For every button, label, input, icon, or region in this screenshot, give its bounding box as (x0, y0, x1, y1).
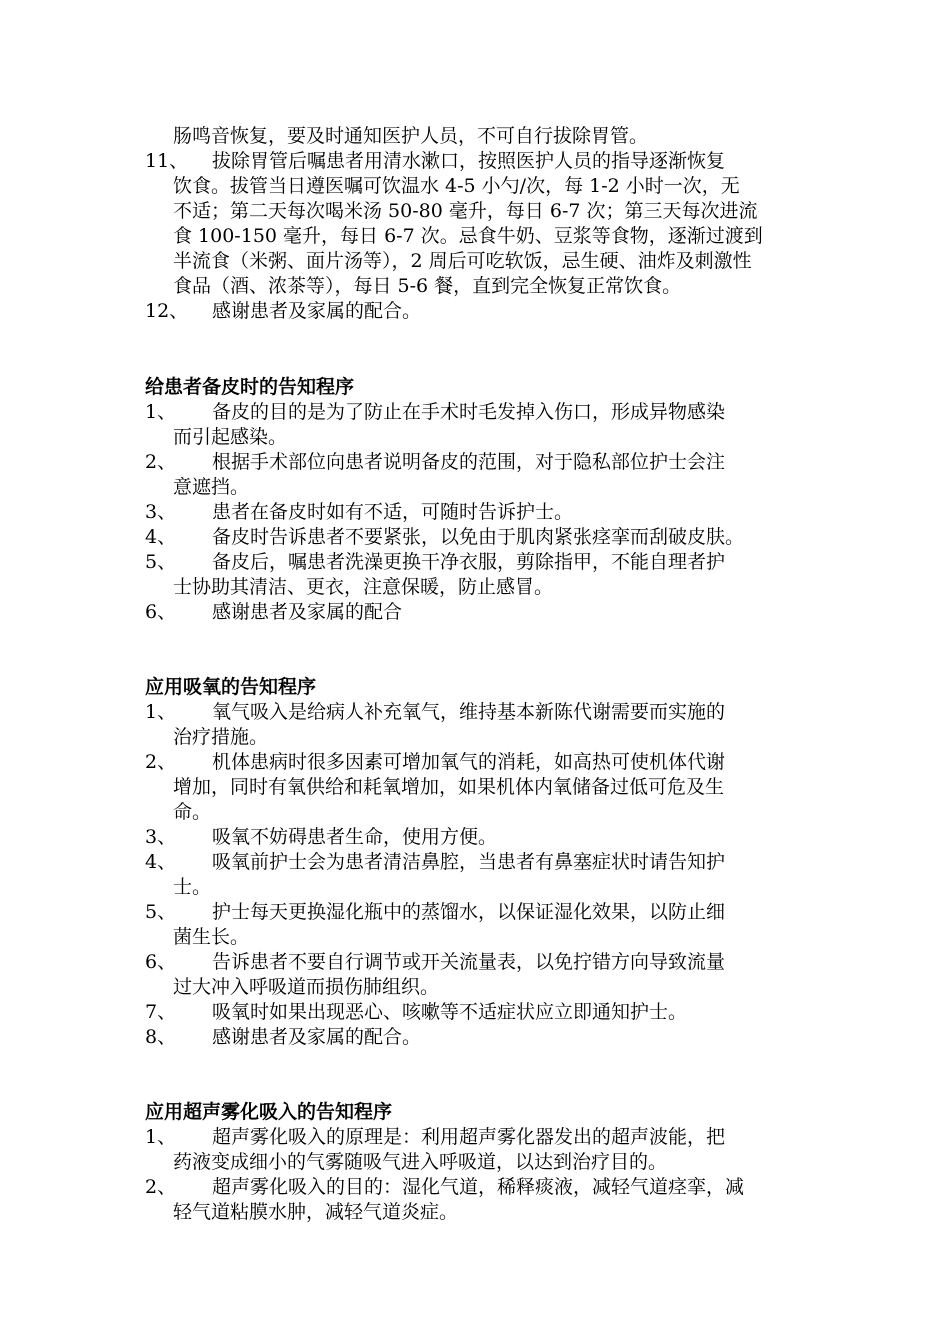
list-item-line: 拔除胃管后嘱患者用清水漱口，按照医护人员的指导逐渐恢复 (212, 150, 726, 172)
list-item-line: 意遮挡。 (173, 476, 250, 498)
list-item-line: 根据手术部位向患者说明备皮的范围，对于隐私部位护士会注 (212, 451, 726, 473)
list-item-number: 12、 (145, 300, 189, 322)
list-item-line: 不适；第二天每次喝米汤 50-80 毫升，每日 6-7 次；第三天每次进流 (173, 200, 758, 222)
list-item-line: 士协助其清洁、更衣，注意保暖，防止感冒。 (173, 576, 554, 598)
list-item-line: 菌生长。 (173, 926, 250, 948)
list-item-number: 6、 (145, 601, 177, 623)
list-item-number: 4、 (145, 526, 177, 548)
section-heading: 应用超声雾化吸入的告知程序 (145, 1101, 393, 1123)
list-item-line: 超声雾化吸入的目的：湿化气道，稀释痰液，减轻气道痉挛，减 (212, 1176, 745, 1198)
list-item-line: 治疗措施。 (173, 726, 269, 748)
list-item-line: 吸氧前护士会为患者清洁鼻腔，当患者有鼻塞症状时请告知护 (212, 851, 726, 873)
list-item-line: 而引起感染。 (173, 426, 288, 448)
list-item-line: 吸氧不妨碍患者生命，使用方便。 (212, 826, 498, 848)
list-item-number: 2、 (145, 451, 177, 473)
list-item-number: 1、 (145, 401, 177, 423)
list-item-line: 过大冲入呼吸道而损伤肺组织。 (173, 976, 440, 998)
list-item-line: 命。 (173, 801, 212, 823)
list-item-line: 轻气道粘膜水肿，减轻气道炎症。 (173, 1201, 459, 1223)
list-item-line: 备皮后，嘱患者洗澡更换干净衣服，剪除指甲，不能自理者护 (212, 551, 726, 573)
list-item-number: 11、 (145, 150, 189, 172)
list-item-number: 2、 (145, 1176, 177, 1198)
list-item-line: 感谢患者及家属的配合 (212, 601, 403, 623)
list-item-line: 增加，同时有氧供给和耗氧增加，如果机体内氧储备过低可危及生 (173, 776, 725, 798)
list-item-line: 备皮时告诉患者不要紧张，以免由于肌肉紧张痉挛而刮破皮肤。 (212, 526, 745, 548)
list-item-number: 5、 (145, 551, 177, 573)
list-item-line: 感谢患者及家属的配合。 (212, 1026, 422, 1048)
list-item-line: 药液变成细小的气雾随吸气进入呼吸道，以达到治疗目的。 (173, 1151, 668, 1173)
list-item-number: 6、 (145, 951, 177, 973)
section-heading: 给患者备皮时的告知程序 (145, 376, 355, 398)
list-item-line: 机体患病时很多因素可增加氧气的消耗，如高热可使机体代谢 (212, 751, 726, 773)
list-item-number: 5、 (145, 901, 177, 923)
list-item-number: 8、 (145, 1026, 177, 1048)
list-item-line: 食品（酒、浓茶等），每日 5-6 餐，直到完全恢复正常饮食。 (173, 275, 682, 297)
list-item-line: 氧气吸入是给病人补充氧气，维持基本新陈代谢需要而实施的 (212, 701, 726, 723)
list-item-line: 感谢患者及家属的配合。 (212, 300, 422, 322)
list-item-number: 1、 (145, 1126, 177, 1148)
list-item-number: 3、 (145, 501, 177, 523)
list-item-number: 1、 (145, 701, 177, 723)
list-item-line: 护士每天更换湿化瓶中的蒸馏水，以保证湿化效果，以防止细 (212, 901, 726, 923)
paragraph-line: 肠鸣音恢复，要及时通知医护人员，不可自行拔除胃管。 (173, 125, 649, 147)
list-item-line: 吸氧时如果出现恶心、咳嗽等不适症状应立即通知护士。 (212, 1001, 688, 1023)
list-item-line: 患者在备皮时如有不适，可随时告诉护士。 (212, 501, 574, 523)
list-item-line: 半流食（米粥、面片汤等），2 周后可吃软饭，忌生硬、油炸及刺激性 (173, 250, 752, 272)
list-item-line: 食 100-150 毫升，每日 6-7 次。忌食牛奶、豆浆等食物，逐渐过渡到 (173, 225, 763, 247)
list-item-line: 饮食。拔管当日遵医嘱可饮温水 4-5 小勺/次，每 1-2 小时一次，无 (173, 175, 740, 197)
list-item-line: 超声雾化吸入的原理是：利用超声雾化器发出的超声波能，把 (212, 1126, 726, 1148)
list-item-line: 告诉患者不要自行调节或开关流量表，以免拧错方向导致流量 (212, 951, 726, 973)
list-item-line: 士。 (173, 876, 212, 898)
list-item-number: 3、 (145, 826, 177, 848)
list-item-number: 4、 (145, 851, 177, 873)
list-item-number: 7、 (145, 1001, 177, 1023)
list-item-number: 2、 (145, 751, 177, 773)
section-heading: 应用吸氧的告知程序 (145, 676, 317, 698)
list-item-line: 备皮的目的是为了防止在手术时毛发掉入伤口，形成异物感染 (212, 401, 726, 423)
